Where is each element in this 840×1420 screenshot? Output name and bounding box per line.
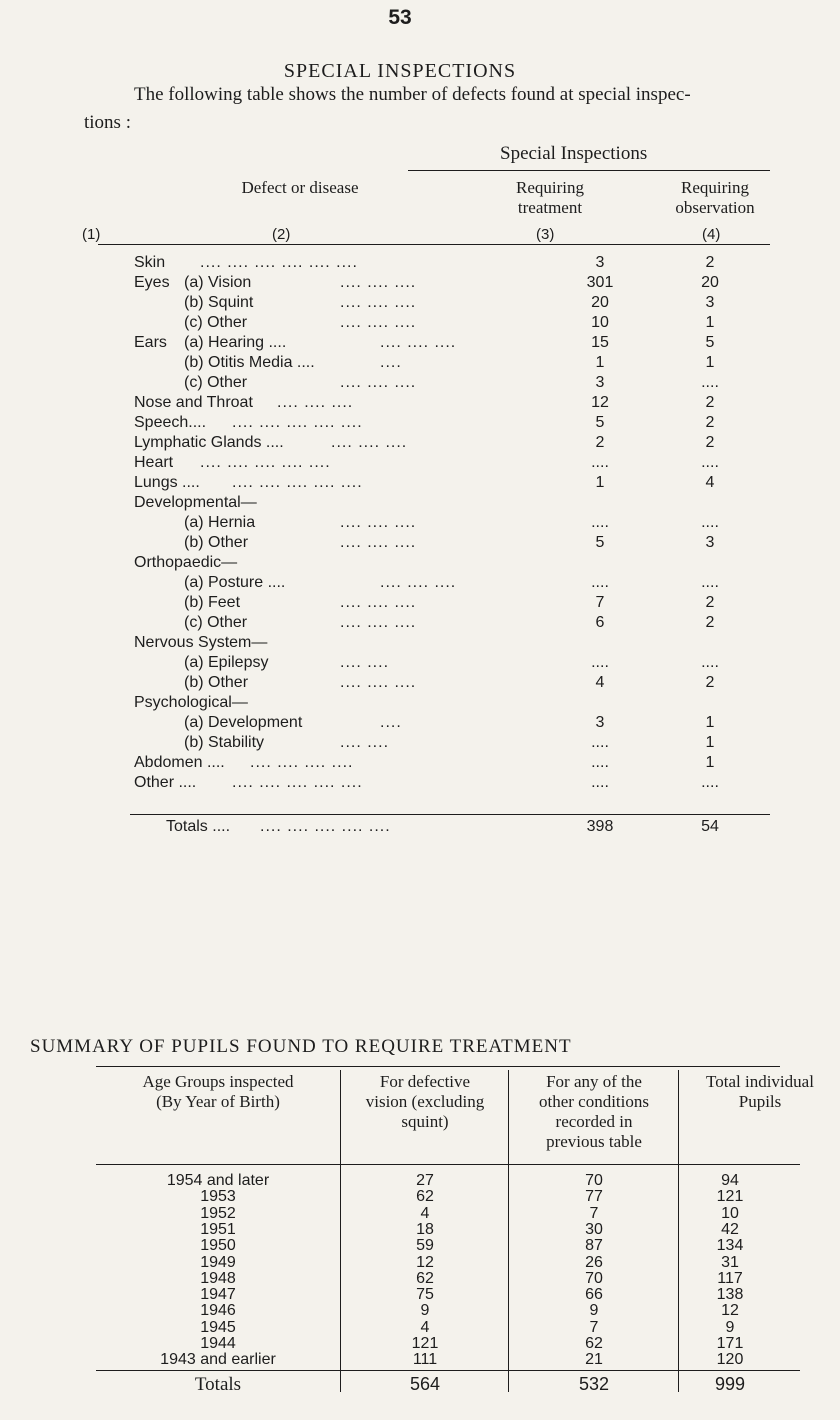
summary-col3-line1: For any of the: [546, 1072, 642, 1091]
summary-vision: 27: [416, 1172, 434, 1189]
summary-total: 138: [716, 1286, 744, 1304]
row-treatment: 12: [591, 394, 609, 411]
intro-text-line1: The following table shows the number of defects found at special inspec-: [134, 84, 691, 105]
summary-total: 121: [716, 1188, 744, 1206]
table-row: [0, 574, 800, 594]
row-category: Speech....: [134, 414, 207, 431]
totals-leader-dots: .... .... .... .... ....: [260, 818, 391, 835]
table-row: [0, 414, 800, 434]
row-observation: 3: [705, 534, 715, 551]
row-treatment: 5: [595, 534, 605, 551]
row-leader-dots: .... .... ....: [331, 434, 408, 451]
table-row: [0, 754, 800, 774]
col4-number: (4): [702, 226, 721, 243]
summary-year: 1949: [200, 1253, 236, 1271]
row-category: Lymphatic Glands ....: [134, 434, 284, 451]
summary-rule-header: [96, 1164, 800, 1165]
row-subitem: (a) Development: [184, 714, 303, 731]
row-subitem: (c) Other: [184, 374, 248, 391]
summary-other: 30: [585, 1220, 603, 1238]
table-row: [0, 534, 800, 554]
summary-totals-total: 999: [714, 1374, 746, 1394]
col4-title-line1: Requiring: [681, 178, 749, 197]
summary-totals-label: Totals: [194, 1374, 242, 1395]
row-subitem: (b) Otitis Media ....: [184, 354, 315, 371]
summary-year: 1945: [200, 1318, 236, 1336]
summary-year: 1944: [200, 1335, 236, 1352]
row-subitem: (a) Hearing ....: [184, 334, 287, 351]
row-observation: 1: [705, 714, 715, 731]
summary-total: 171: [716, 1335, 744, 1352]
summary-other: 66: [585, 1286, 603, 1304]
summary-other: 70: [585, 1172, 603, 1189]
row-subitem: (a) Epilepsy: [184, 654, 269, 671]
col2-number: (2): [272, 226, 291, 243]
col3-title: [460, 178, 640, 218]
summary-other: 21: [585, 1351, 603, 1369]
row-leader-dots: .... .... .... .... .... ....: [200, 254, 358, 271]
row-treatment: ....: [591, 754, 609, 771]
row-treatment: 20: [591, 294, 609, 311]
summary-total: 42: [721, 1220, 739, 1238]
row-subitem: (a) Posture ....: [184, 574, 286, 591]
table-row: [0, 554, 800, 574]
totals-observation: 54: [701, 818, 719, 835]
row-treatment: 10: [591, 314, 609, 331]
col3-title-line2: treatment: [517, 198, 583, 217]
table-row: [0, 474, 800, 494]
row-leader-dots: .... .... ....: [380, 574, 457, 591]
row-treatment: 2: [595, 434, 605, 451]
row-leader-dots: .... .... ....: [340, 374, 417, 391]
summary-other: 62: [585, 1335, 603, 1352]
row-observation: 2: [705, 254, 715, 271]
row-observation: 1: [705, 734, 715, 751]
row-leader-dots: ....: [380, 354, 402, 371]
row-category: Eyes: [134, 274, 170, 291]
table-row: [0, 714, 800, 734]
summary-vision: 12: [416, 1253, 434, 1271]
row-leader-dots: .... .... ....: [340, 674, 417, 691]
row-treatment: 3: [595, 714, 605, 731]
totals-row: [0, 818, 800, 838]
table-row: [0, 694, 800, 714]
row-treatment: 3: [595, 254, 605, 271]
summary-col2-line1: For defective: [379, 1072, 471, 1091]
table-row: [0, 614, 800, 634]
summary-total: 94: [721, 1172, 739, 1189]
row-treatment: 6: [595, 614, 605, 631]
summary-year: 1948: [200, 1269, 236, 1287]
summary-totals-vision: 564: [409, 1374, 441, 1394]
row-treatment: 5: [595, 414, 605, 431]
summary-col4-line1: Total individual: [706, 1072, 814, 1091]
table-row: [0, 594, 800, 614]
row-category: Ears: [134, 334, 167, 351]
table-row: [0, 334, 800, 354]
summary-col1-line1: Age Groups inspected: [142, 1072, 294, 1091]
row-observation: 2: [705, 414, 715, 431]
summary-other: 70: [585, 1269, 603, 1287]
row-treatment: 301: [586, 274, 614, 291]
table-row: [0, 514, 800, 534]
row-subitem: (c) Other: [184, 614, 248, 631]
summary-col2-line3: squint): [401, 1112, 449, 1131]
row-leader-dots: .... .... .... ....: [250, 754, 354, 771]
summary-year: 1954 and later: [166, 1172, 270, 1189]
row-category: Nervous System—: [134, 634, 268, 651]
table-row: [0, 454, 800, 474]
summary-other: 77: [585, 1188, 603, 1206]
row-observation: ....: [701, 774, 719, 791]
row-category: Lungs ....: [134, 474, 200, 491]
row-leader-dots: .... .... .... .... ....: [232, 414, 363, 431]
row-category: Abdomen ....: [134, 754, 225, 771]
row-category: Nose and Throat: [134, 394, 253, 411]
row-leader-dots: .... .... .... .... ....: [232, 474, 363, 491]
summary-col1-title: [96, 1072, 340, 1112]
summary-col3-line3: recorded in: [555, 1112, 633, 1131]
row-subitem: (b) Other: [184, 674, 249, 691]
summary-year: 1947: [200, 1286, 236, 1304]
summary-vision: 4: [420, 1318, 430, 1336]
table-row: [0, 314, 800, 334]
row-observation: ....: [701, 574, 719, 591]
summary-table-row: [0, 1351, 800, 1371]
col3-title-line1: Requiring: [516, 178, 584, 197]
col3-number: (3): [536, 226, 555, 243]
summary-total: 117: [717, 1269, 743, 1287]
special-inspections-heading: Special Inspections: [500, 143, 648, 164]
summary-other: 87: [585, 1237, 603, 1255]
page-number: 53: [388, 6, 412, 29]
summary-col2-line2: vision (excluding: [365, 1092, 485, 1111]
summary-vision: 62: [416, 1188, 434, 1206]
page-title: SPECIAL INSPECTIONS: [283, 60, 517, 82]
row-leader-dots: .... .... ....: [340, 614, 417, 631]
col1-number: (1): [82, 226, 101, 243]
summary-col4-title: [680, 1072, 840, 1112]
row-leader-dots: .... .... ....: [340, 314, 417, 331]
header-rule-top: [408, 170, 770, 171]
row-treatment: 4: [595, 674, 605, 691]
summary-total: 31: [721, 1253, 739, 1271]
row-observation: 5: [705, 334, 715, 351]
row-subitem: (b) Stability: [184, 734, 265, 751]
row-leader-dots: .... .... ....: [277, 394, 354, 411]
row-observation: 2: [705, 594, 715, 611]
row-treatment: 1: [595, 354, 605, 371]
summary-col3-line2: other conditions: [538, 1092, 649, 1111]
row-treatment: 1: [595, 474, 605, 491]
summary-vision: 4: [420, 1204, 430, 1222]
row-leader-dots: .... .... ....: [340, 514, 417, 531]
summary-other: 26: [585, 1253, 603, 1271]
row-subitem: (b) Feet: [184, 594, 241, 611]
row-treatment: 3: [595, 374, 605, 391]
row-treatment: ....: [591, 514, 609, 531]
summary-title: SUMMARY OF PUPILS FOUND TO REQUIRE TREATMENT: [30, 1036, 572, 1057]
summary-year: 1953: [200, 1188, 236, 1206]
row-leader-dots: .... ....: [340, 734, 390, 751]
row-category: Psychological—: [134, 694, 248, 711]
summary-vision: 62: [416, 1269, 434, 1287]
row-observation: 3: [705, 294, 715, 311]
table-row: [0, 674, 800, 694]
col2-title: Defect or disease: [241, 178, 359, 197]
col4-title-line2: observation: [675, 198, 755, 217]
summary-col1-line2: (By Year of Birth): [156, 1092, 280, 1111]
row-leader-dots: .... .... ....: [380, 334, 457, 351]
row-observation: 2: [705, 674, 715, 691]
row-subitem: (b) Squint: [184, 294, 254, 311]
row-treatment: ....: [591, 654, 609, 671]
row-observation: 2: [705, 614, 715, 631]
row-treatment: 7: [595, 594, 605, 611]
row-observation: 1: [705, 754, 715, 771]
row-treatment: ....: [591, 454, 609, 471]
row-subitem: (a) Vision: [184, 274, 252, 291]
row-leader-dots: ....: [380, 714, 402, 731]
summary-col2-title: [342, 1072, 508, 1132]
row-treatment: ....: [591, 774, 609, 791]
row-observation: 1: [705, 314, 715, 331]
table-row: [0, 654, 800, 674]
row-leader-dots: .... .... ....: [340, 534, 417, 551]
row-treatment: 15: [591, 334, 609, 351]
intro-text-line2: tions :: [84, 112, 131, 133]
summary-rule-top: [96, 1066, 780, 1067]
row-observation: ....: [701, 454, 719, 471]
summary-year: 1946: [200, 1302, 236, 1320]
row-treatment: ....: [591, 734, 609, 751]
summary-other: 9: [589, 1302, 599, 1320]
table-row: [0, 254, 800, 274]
table-row: [0, 374, 800, 394]
row-category: Orthopaedic—: [134, 554, 238, 571]
summary-total: 120: [716, 1351, 744, 1369]
summary-vision: 9: [420, 1302, 430, 1320]
row-treatment: ....: [591, 574, 609, 591]
summary-year: 1952: [200, 1204, 236, 1222]
row-observation: 4: [705, 474, 715, 491]
table-row: [0, 494, 800, 514]
row-observation: 20: [701, 274, 719, 291]
summary-vision: 121: [411, 1335, 439, 1352]
summary-rule-totals: [96, 1370, 800, 1371]
totals-treatment: 398: [586, 818, 614, 835]
row-observation: ....: [701, 514, 719, 531]
row-leader-dots: .... ....: [340, 654, 390, 671]
row-observation: 2: [705, 434, 715, 451]
table-row: [0, 734, 800, 754]
row-observation: ....: [701, 374, 719, 391]
row-category: Skin: [134, 254, 166, 271]
row-category: Heart: [134, 454, 174, 471]
summary-other: 7: [589, 1204, 599, 1222]
row-leader-dots: .... .... ....: [340, 594, 417, 611]
row-subitem: (c) Other: [184, 314, 248, 331]
totals-label: Totals ....: [166, 818, 231, 835]
summary-totals-other: 532: [578, 1374, 610, 1394]
totals-rule: [130, 814, 770, 815]
row-observation: ....: [701, 654, 719, 671]
table-row: [0, 434, 800, 454]
header-rule-bottom: [98, 244, 770, 245]
row-leader-dots: .... .... ....: [340, 274, 417, 291]
summary-total: 9: [725, 1318, 735, 1336]
table-row: [0, 774, 800, 794]
summary-col3-line4: previous table: [546, 1132, 642, 1151]
row-subitem: (b) Other: [184, 534, 249, 551]
row-category: Other ....: [134, 774, 197, 791]
row-leader-dots: .... .... .... .... ....: [232, 774, 363, 791]
table-row: [0, 294, 800, 314]
row-leader-dots: .... .... ....: [340, 294, 417, 311]
summary-vision: 18: [416, 1220, 434, 1238]
summary-col3-title: [512, 1072, 676, 1152]
summary-total: 10: [721, 1204, 739, 1222]
summary-vision: 59: [416, 1237, 434, 1255]
summary-year: 1951: [200, 1220, 236, 1238]
summary-col4-line2: Pupils: [738, 1092, 782, 1111]
row-observation: 1: [705, 354, 715, 371]
table-row: [0, 634, 800, 654]
table-row: [0, 394, 800, 414]
summary-vision: 75: [416, 1286, 434, 1304]
col4-title: [640, 178, 790, 218]
summary-other: 7: [589, 1318, 599, 1336]
row-observation: 2: [705, 394, 715, 411]
summary-vision: 111: [412, 1351, 438, 1369]
table-row: [0, 354, 800, 374]
row-leader-dots: .... .... .... .... ....: [200, 454, 331, 471]
summary-total: 134: [716, 1237, 744, 1255]
summary-total: 12: [721, 1302, 739, 1320]
row-subitem: (a) Hernia: [184, 514, 256, 531]
summary-year: 1950: [200, 1237, 236, 1255]
row-category: Developmental—: [134, 494, 257, 511]
table-row: [0, 274, 800, 294]
summary-year: 1943 and earlier: [160, 1351, 276, 1369]
